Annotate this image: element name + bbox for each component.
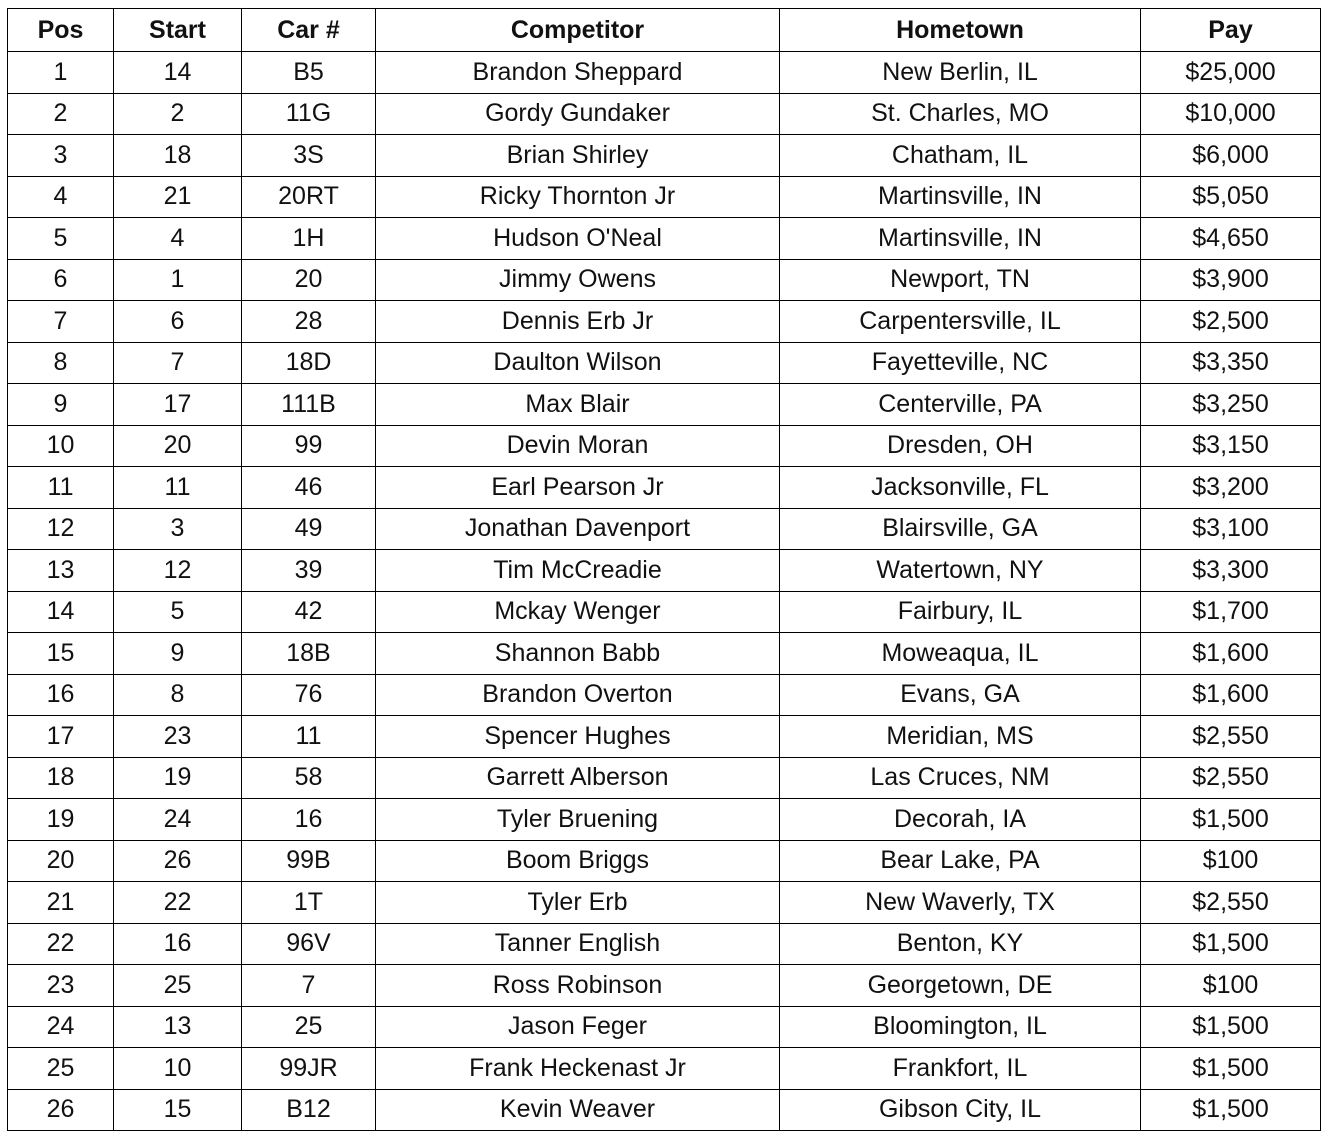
cell-start: 10 xyxy=(114,1048,242,1090)
cell-hometown: New Berlin, IL xyxy=(780,52,1141,94)
cell-start: 2 xyxy=(114,93,242,135)
table-row xyxy=(8,1089,1321,1131)
cell-competitor: Earl Pearson Jr xyxy=(376,467,780,509)
cell-competitor: Mckay Wenger xyxy=(376,591,780,633)
cell-competitor: Brandon Sheppard xyxy=(376,52,780,94)
cell-start: 12 xyxy=(114,550,242,592)
cell-hometown: Centerville, PA xyxy=(780,384,1141,426)
cell-pay: $1,600 xyxy=(1141,633,1321,675)
cell-hometown: Meridian, MS xyxy=(780,716,1141,758)
cell-competitor: Frank Heckenast Jr xyxy=(376,1048,780,1090)
cell-car-number: 1H xyxy=(242,218,376,260)
cell-car-number: 11G xyxy=(242,93,376,135)
cell-pos: 13 xyxy=(8,550,114,592)
cell-pay: $1,600 xyxy=(1141,674,1321,716)
cell-competitor: Daulton Wilson xyxy=(376,342,780,384)
cell-pos: 16 xyxy=(8,674,114,716)
cell-pay: $1,500 xyxy=(1141,1048,1321,1090)
table-row xyxy=(8,716,1321,758)
cell-competitor: Dennis Erb Jr xyxy=(376,301,780,343)
cell-competitor: Jason Feger xyxy=(376,1006,780,1048)
cell-pay: $1,500 xyxy=(1141,1089,1321,1131)
table-row xyxy=(8,923,1321,965)
table-row xyxy=(8,882,1321,924)
table-row xyxy=(8,591,1321,633)
cell-pay: $1,500 xyxy=(1141,923,1321,965)
cell-competitor: Tyler Bruening xyxy=(376,799,780,841)
cell-pos: 20 xyxy=(8,840,114,882)
cell-car-number: 3S xyxy=(242,135,376,177)
cell-competitor: Ross Robinson xyxy=(376,965,780,1007)
cell-car-number: 46 xyxy=(242,467,376,509)
cell-start: 9 xyxy=(114,633,242,675)
cell-hometown: Benton, KY xyxy=(780,923,1141,965)
cell-car-number: 25 xyxy=(242,1006,376,1048)
table-row xyxy=(8,425,1321,467)
cell-pay: $3,900 xyxy=(1141,259,1321,301)
cell-competitor: Jimmy Owens xyxy=(376,259,780,301)
cell-pos: 15 xyxy=(8,633,114,675)
results-table xyxy=(7,8,1321,1131)
cell-hometown: New Waverly, TX xyxy=(780,882,1141,924)
cell-pos: 12 xyxy=(8,508,114,550)
cell-hometown: Georgetown, DE xyxy=(780,965,1141,1007)
cell-pos: 25 xyxy=(8,1048,114,1090)
cell-pay: $6,000 xyxy=(1141,135,1321,177)
table-row xyxy=(8,218,1321,260)
cell-pay: $2,500 xyxy=(1141,301,1321,343)
cell-competitor: Hudson O'Neal xyxy=(376,218,780,260)
table-row xyxy=(8,384,1321,426)
table-row xyxy=(8,633,1321,675)
table-row xyxy=(8,259,1321,301)
cell-start: 6 xyxy=(114,301,242,343)
cell-pay: $2,550 xyxy=(1141,757,1321,799)
cell-start: 1 xyxy=(114,259,242,301)
cell-hometown: Dresden, OH xyxy=(780,425,1141,467)
cell-pay: $1,700 xyxy=(1141,591,1321,633)
cell-hometown: Moweaqua, IL xyxy=(780,633,1141,675)
cell-pos: 19 xyxy=(8,799,114,841)
cell-pos: 24 xyxy=(8,1006,114,1048)
cell-start: 20 xyxy=(114,425,242,467)
cell-competitor: Tanner English xyxy=(376,923,780,965)
cell-competitor: Kevin Weaver xyxy=(376,1089,780,1131)
cell-competitor: Boom Briggs xyxy=(376,840,780,882)
cell-start: 19 xyxy=(114,757,242,799)
cell-pay: $1,500 xyxy=(1141,799,1321,841)
cell-car-number: 18D xyxy=(242,342,376,384)
cell-pay: $25,000 xyxy=(1141,52,1321,94)
cell-hometown: Decorah, IA xyxy=(780,799,1141,841)
header-competitor: Competitor xyxy=(376,9,780,52)
cell-pay: $3,300 xyxy=(1141,550,1321,592)
cell-start: 15 xyxy=(114,1089,242,1131)
cell-hometown: Jacksonville, FL xyxy=(780,467,1141,509)
cell-competitor: Shannon Babb xyxy=(376,633,780,675)
cell-car-number: 28 xyxy=(242,301,376,343)
cell-start: 7 xyxy=(114,342,242,384)
cell-pos: 9 xyxy=(8,384,114,426)
cell-pos: 11 xyxy=(8,467,114,509)
cell-car-number: 42 xyxy=(242,591,376,633)
cell-pos: 23 xyxy=(8,965,114,1007)
cell-car-number: B5 xyxy=(242,52,376,94)
cell-competitor: Tyler Erb xyxy=(376,882,780,924)
cell-pos: 1 xyxy=(8,52,114,94)
table-row xyxy=(8,1006,1321,1048)
cell-car-number: 7 xyxy=(242,965,376,1007)
header-pos: Pos xyxy=(8,9,114,52)
cell-start: 3 xyxy=(114,508,242,550)
cell-car-number: 76 xyxy=(242,674,376,716)
header-pay: Pay xyxy=(1141,9,1321,52)
cell-car-number: 99B xyxy=(242,840,376,882)
cell-pay: $100 xyxy=(1141,965,1321,1007)
cell-pay: $4,650 xyxy=(1141,218,1321,260)
cell-pos: 14 xyxy=(8,591,114,633)
cell-competitor: Jonathan Davenport xyxy=(376,508,780,550)
cell-pay: $100 xyxy=(1141,840,1321,882)
cell-pos: 8 xyxy=(8,342,114,384)
table-row xyxy=(8,1048,1321,1090)
header-hometown: Hometown xyxy=(780,9,1141,52)
cell-hometown: Newport, TN xyxy=(780,259,1141,301)
cell-hometown: Las Cruces, NM xyxy=(780,757,1141,799)
cell-hometown: Fayetteville, NC xyxy=(780,342,1141,384)
cell-competitor: Spencer Hughes xyxy=(376,716,780,758)
cell-start: 16 xyxy=(114,923,242,965)
cell-pay: $3,350 xyxy=(1141,342,1321,384)
cell-hometown: Frankfort, IL xyxy=(780,1048,1141,1090)
table-row xyxy=(8,342,1321,384)
cell-car-number: 11 xyxy=(242,716,376,758)
cell-hometown: Carpentersville, IL xyxy=(780,301,1141,343)
cell-car-number: B12 xyxy=(242,1089,376,1131)
cell-car-number: 111B xyxy=(242,384,376,426)
cell-start: 24 xyxy=(114,799,242,841)
cell-pos: 5 xyxy=(8,218,114,260)
cell-competitor: Brian Shirley xyxy=(376,135,780,177)
cell-car-number: 18B xyxy=(242,633,376,675)
cell-competitor: Ricky Thornton Jr xyxy=(376,176,780,218)
cell-start: 11 xyxy=(114,467,242,509)
cell-car-number: 96V xyxy=(242,923,376,965)
table-row xyxy=(8,508,1321,550)
cell-pay: $3,250 xyxy=(1141,384,1321,426)
cell-competitor: Brandon Overton xyxy=(376,674,780,716)
cell-hometown: St. Charles, MO xyxy=(780,93,1141,135)
cell-hometown: Evans, GA xyxy=(780,674,1141,716)
cell-car-number: 58 xyxy=(242,757,376,799)
table-row xyxy=(8,52,1321,94)
cell-pos: 7 xyxy=(8,301,114,343)
cell-car-number: 1T xyxy=(242,882,376,924)
cell-pos: 10 xyxy=(8,425,114,467)
table-row xyxy=(8,757,1321,799)
cell-pay: $3,150 xyxy=(1141,425,1321,467)
cell-start: 13 xyxy=(114,1006,242,1048)
cell-pay: $2,550 xyxy=(1141,716,1321,758)
cell-pay: $5,050 xyxy=(1141,176,1321,218)
header-start: Start xyxy=(114,9,242,52)
cell-start: 21 xyxy=(114,176,242,218)
header-car-number: Car # xyxy=(242,9,376,52)
cell-start: 26 xyxy=(114,840,242,882)
cell-hometown: Chatham, IL xyxy=(780,135,1141,177)
cell-start: 17 xyxy=(114,384,242,426)
cell-start: 8 xyxy=(114,674,242,716)
cell-pos: 6 xyxy=(8,259,114,301)
cell-car-number: 99 xyxy=(242,425,376,467)
cell-hometown: Watertown, NY xyxy=(780,550,1141,592)
cell-pos: 17 xyxy=(8,716,114,758)
cell-start: 25 xyxy=(114,965,242,1007)
cell-start: 23 xyxy=(114,716,242,758)
table-row xyxy=(8,93,1321,135)
cell-pay: $3,200 xyxy=(1141,467,1321,509)
table-body xyxy=(8,52,1321,1131)
cell-pos: 26 xyxy=(8,1089,114,1131)
cell-hometown: Blairsville, GA xyxy=(780,508,1141,550)
table-row xyxy=(8,301,1321,343)
cell-car-number: 20RT xyxy=(242,176,376,218)
cell-start: 5 xyxy=(114,591,242,633)
header-row xyxy=(8,9,1321,52)
cell-competitor: Garrett Alberson xyxy=(376,757,780,799)
cell-car-number: 49 xyxy=(242,508,376,550)
cell-pay: $1,500 xyxy=(1141,1006,1321,1048)
cell-pay: $10,000 xyxy=(1141,93,1321,135)
cell-pos: 3 xyxy=(8,135,114,177)
cell-competitor: Tim McCreadie xyxy=(376,550,780,592)
table-row xyxy=(8,467,1321,509)
cell-car-number: 99JR xyxy=(242,1048,376,1090)
cell-car-number: 20 xyxy=(242,259,376,301)
cell-pos: 2 xyxy=(8,93,114,135)
cell-start: 18 xyxy=(114,135,242,177)
cell-hometown: Gibson City, IL xyxy=(780,1089,1141,1131)
table-row xyxy=(8,840,1321,882)
cell-start: 4 xyxy=(114,218,242,260)
table-header xyxy=(8,9,1321,52)
cell-pos: 21 xyxy=(8,882,114,924)
table-row xyxy=(8,550,1321,592)
cell-pos: 4 xyxy=(8,176,114,218)
table-row xyxy=(8,965,1321,1007)
cell-competitor: Gordy Gundaker xyxy=(376,93,780,135)
table-row xyxy=(8,135,1321,177)
cell-hometown: Martinsville, IN xyxy=(780,176,1141,218)
cell-pos: 18 xyxy=(8,757,114,799)
cell-competitor: Devin Moran xyxy=(376,425,780,467)
table-row xyxy=(8,674,1321,716)
cell-start: 22 xyxy=(114,882,242,924)
cell-hometown: Martinsville, IN xyxy=(780,218,1141,260)
cell-start: 14 xyxy=(114,52,242,94)
table-row xyxy=(8,176,1321,218)
cell-pos: 22 xyxy=(8,923,114,965)
cell-car-number: 16 xyxy=(242,799,376,841)
cell-hometown: Bear Lake, PA xyxy=(780,840,1141,882)
table-row xyxy=(8,799,1321,841)
cell-car-number: 39 xyxy=(242,550,376,592)
cell-hometown: Bloomington, IL xyxy=(780,1006,1141,1048)
cell-hometown: Fairbury, IL xyxy=(780,591,1141,633)
cell-pay: $3,100 xyxy=(1141,508,1321,550)
cell-competitor: Max Blair xyxy=(376,384,780,426)
cell-pay: $2,550 xyxy=(1141,882,1321,924)
